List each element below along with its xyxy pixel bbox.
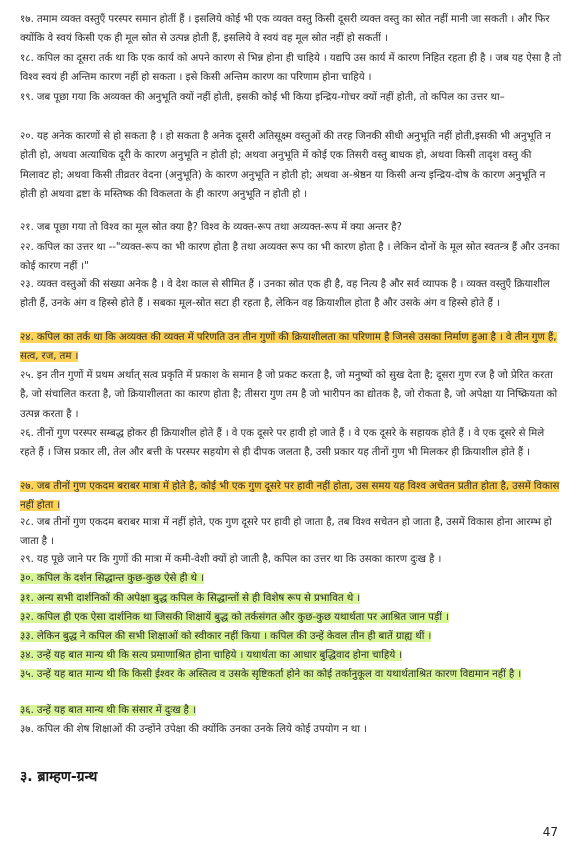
- paragraph-25: २५. इन तीन गुणों में प्रथम अर्थात् सत्व प्रकृति में प्रकाश के समान है जो प्रकट करता है, जो मनुष्यों को सुख देता है; दूसरा गुण रज है जो प्रेरित करता है, जो संचालित करता है, जो क्रियाशीलता का कारण होता है; तीसरा गुण तम है जो भारीपन का द्योतक है, जो रोकता है, जो अपेक्षा या निष्क्रियता को उत्पन्न करता है ।: [20, 370, 558, 420]
- page-number: 47: [542, 825, 558, 839]
- paragraph-18: १८. कपिल का दूसरा तर्क था कि एक कार्य को अपने कारण से भिन्न होना ही चाहिये । यद्यपि उस कार्य में कारण निहित रहता ही है । जब यह ऐसा है तो विश्व स्वयं ही अन्तिम कारण नहीं हो सकता । इसे किसी अन्तिम कारण का परिणाम होना चाहिये ।: [20, 53, 562, 84]
- paragraph-30: ३०. कपिल के दर्शन सिद्धान्त कुछ-कुछ ऐसे ही थे ।: [20, 573, 204, 584]
- paragraph-17: १७. तमाम व्यक्त वस्तुएँ परस्पर समान होतीं हैं । इसलिये कोई भी एक व्यक्त वस्तु किसी दूसरी व्यक्त वस्तु का स्रोत नहीं मानी जा सकती । और फिर क्योंकि वे स्वयं किसी एक ही मूल स्रोत से उत्पन्न होती हैं, इसलिये वे स्वयं वह मूल स्रोत नहीं हो सकतीं ।: [20, 14, 550, 45]
- paragraph-20: २०. यह अनेक कारणों से हो सकता है । हो सकता है अनेक दूसरी अतिसूक्ष्म वस्तुओं की तरह जिनकी सीधी अनुभूति नहीं होती,इसकी भी अनुभूति न होती हो, अथवा अत्याधिक दूरी के कारण अनुभूति न होती हो; अथवा अनुभूति में कोई एक तिसरी वस्तु बाधक हो, अथवा किसी तादृश वस्तु की मिलावट हो; अथवा किसी तीव्रतर वेदना (अनुभूति) के कारण अनुभूति न होती हो; अथवा अ-श्रेष्ठन या किसी अन्य इन्द्रिय-दोष के कारण अनुभूति न होती हो अथवा द्रष्टा के मस्तिष्क की विकलता के ही कारण अनुभूति न होती हो ।: [20, 131, 551, 201]
- paragraph-31: ३१. अन्य सभी दार्शनिकों की अपेक्षा बुद्ध कपिल के सिद्धान्तों से ही विशेष रूप से प्रभावित थे ।: [20, 593, 361, 604]
- paragraph-29: २९. यह पूछे जाने पर कि गुणों की मात्रा में कमी-वेशी क्यों हो जाती है, कपिल का उत्तर था कि उसका कारण दुःख है ।: [20, 554, 442, 565]
- paragraph-35: ३५. उन्हें यह बात मान्य थी कि किसी ईश्वर के अस्तित्व व उसके सृष्टिकर्ता होने का कोई तर्कानुकूल वा यथार्थताश्रित कारण विद्यमान नहीं है ।: [20, 669, 522, 680]
- paragraph-27: २७. जब तीनों गुण एकदम बराबर मात्रा में होते है, कोई भी एक गुण दूसरे पर हावी नहीं होता, उस समय यह विश्व अचेतन प्रतीत होता है, उसमें विकास नहीं होता ।: [20, 481, 560, 512]
- paragraph-32: ३२. कपिल ही एक ऐसा दार्शनिक था जिसकी शिक्षायें बुद्ध को तर्कसंगत और कुछ-कुछ यथार्थता पर आश्रित जान पड़ीं ।: [20, 612, 449, 623]
- paragraph-33: ३३. लेकिन बुद्ध ने कपिल की सभी शिक्षाओं को स्वीकार नहीं किया । कपिल की उन्हें केवल तीन ही बातें ग्राह्य थीं ।: [20, 631, 432, 642]
- paragraph-22: २२. कपिल का उत्तर था --"व्यक्त-रूप का भी कारण होता है तथा अव्यक्त रूप का भी कारण होता है । लेकिन दोनों के मूल स्रोत स्वतन्त्र हैं और उनका कोई कारण नहीं ।": [20, 242, 560, 273]
- paragraph-21: २१. जब पूछा गया तो विश्व का मूल स्रोत क्या है? विश्व के व्यक्त-रूप तथा अव्यक्त-रूप में क्या अन्तर है?: [20, 222, 402, 233]
- section-heading: ३. ब्राम्हण-ग्रन्थ: [20, 769, 98, 785]
- paragraph-28: २८. जब तीनों गुण एकदम बराबर मात्रा में नहीं होते, एक गुण दूसरे पर हावी हो जाता है, तब विश्व सचेतन हो जाता है, उसमें विकास होना आरम्भ हो जाता है ।: [20, 517, 552, 548]
- paragraph-23: २३. व्यक्त वस्तुओं की संख्या अनेक है । वे देश काल से सीमित हैं । उनका स्रोत एक ही है, वह नित्य है और सर्व व्यापक है । व्यक्त वस्तुएँ क्रियाशील होती हैं, उनके अंग व हिस्से होते हैं । सबका मूल-स्रोत सटा ही रहता है, लेकिन वह क्रियाशील होता है और उसके अंग व हिस्से होते हैं ।: [20, 279, 550, 310]
- paragraph-26: २६. तीनों गुण परस्पर सम्बद्ध होकर ही क्रियाशील होते हैं । वे एक दूसरे पर हावी हो जाते हैं । वे एक दूसरे के सहायक होते हैं । वे एक दूसरे से मिले रहते हैं । जिस प्रकार ली, तेल और बत्ती के परस्पर सहयोग से ही दीपक जलता है, उसी प्रकार यह तीनों गुण भी मिलकर ही क्रियाशील होते हैं ।: [20, 428, 545, 459]
- paragraph-19: १९. जब पूछा गया कि अव्यक्त की अनुभूति क्यों नहीं होती, इसकी कोई भी किया इन्द्रिय-गोचर क्यों नहीं होती, तो कपिल का उत्तर था–: [20, 92, 505, 103]
- paragraph-24: २४. कपिल का तर्क था कि अव्यक्त की व्यक्त में परिणति उन तीन गुणों की क्रियाशीलता का परिणाम है जिनसे उसका निर्माण हुआ है । वे तीन गुण हैं, सत्व, रज, तम ।: [20, 332, 557, 363]
- paragraph-37: ३७. कपिल की शेष शिक्षाओं की उन्होंने उपेक्षा की क्योंकि उनका उनके लिये कोई उपयोग न था ।: [20, 724, 367, 735]
- paragraph-34: ३४. उन्हें यह बात मान्य थी कि सत्य प्रमाणाश्रित होना चाहिये । यथार्थता का आधार बुद्धिवाद होना चाहिये ।: [20, 650, 403, 661]
- paragraph-36: ३६. उन्हें यह बात मान्य थी कि संसार में दुःख है ।: [20, 705, 196, 716]
